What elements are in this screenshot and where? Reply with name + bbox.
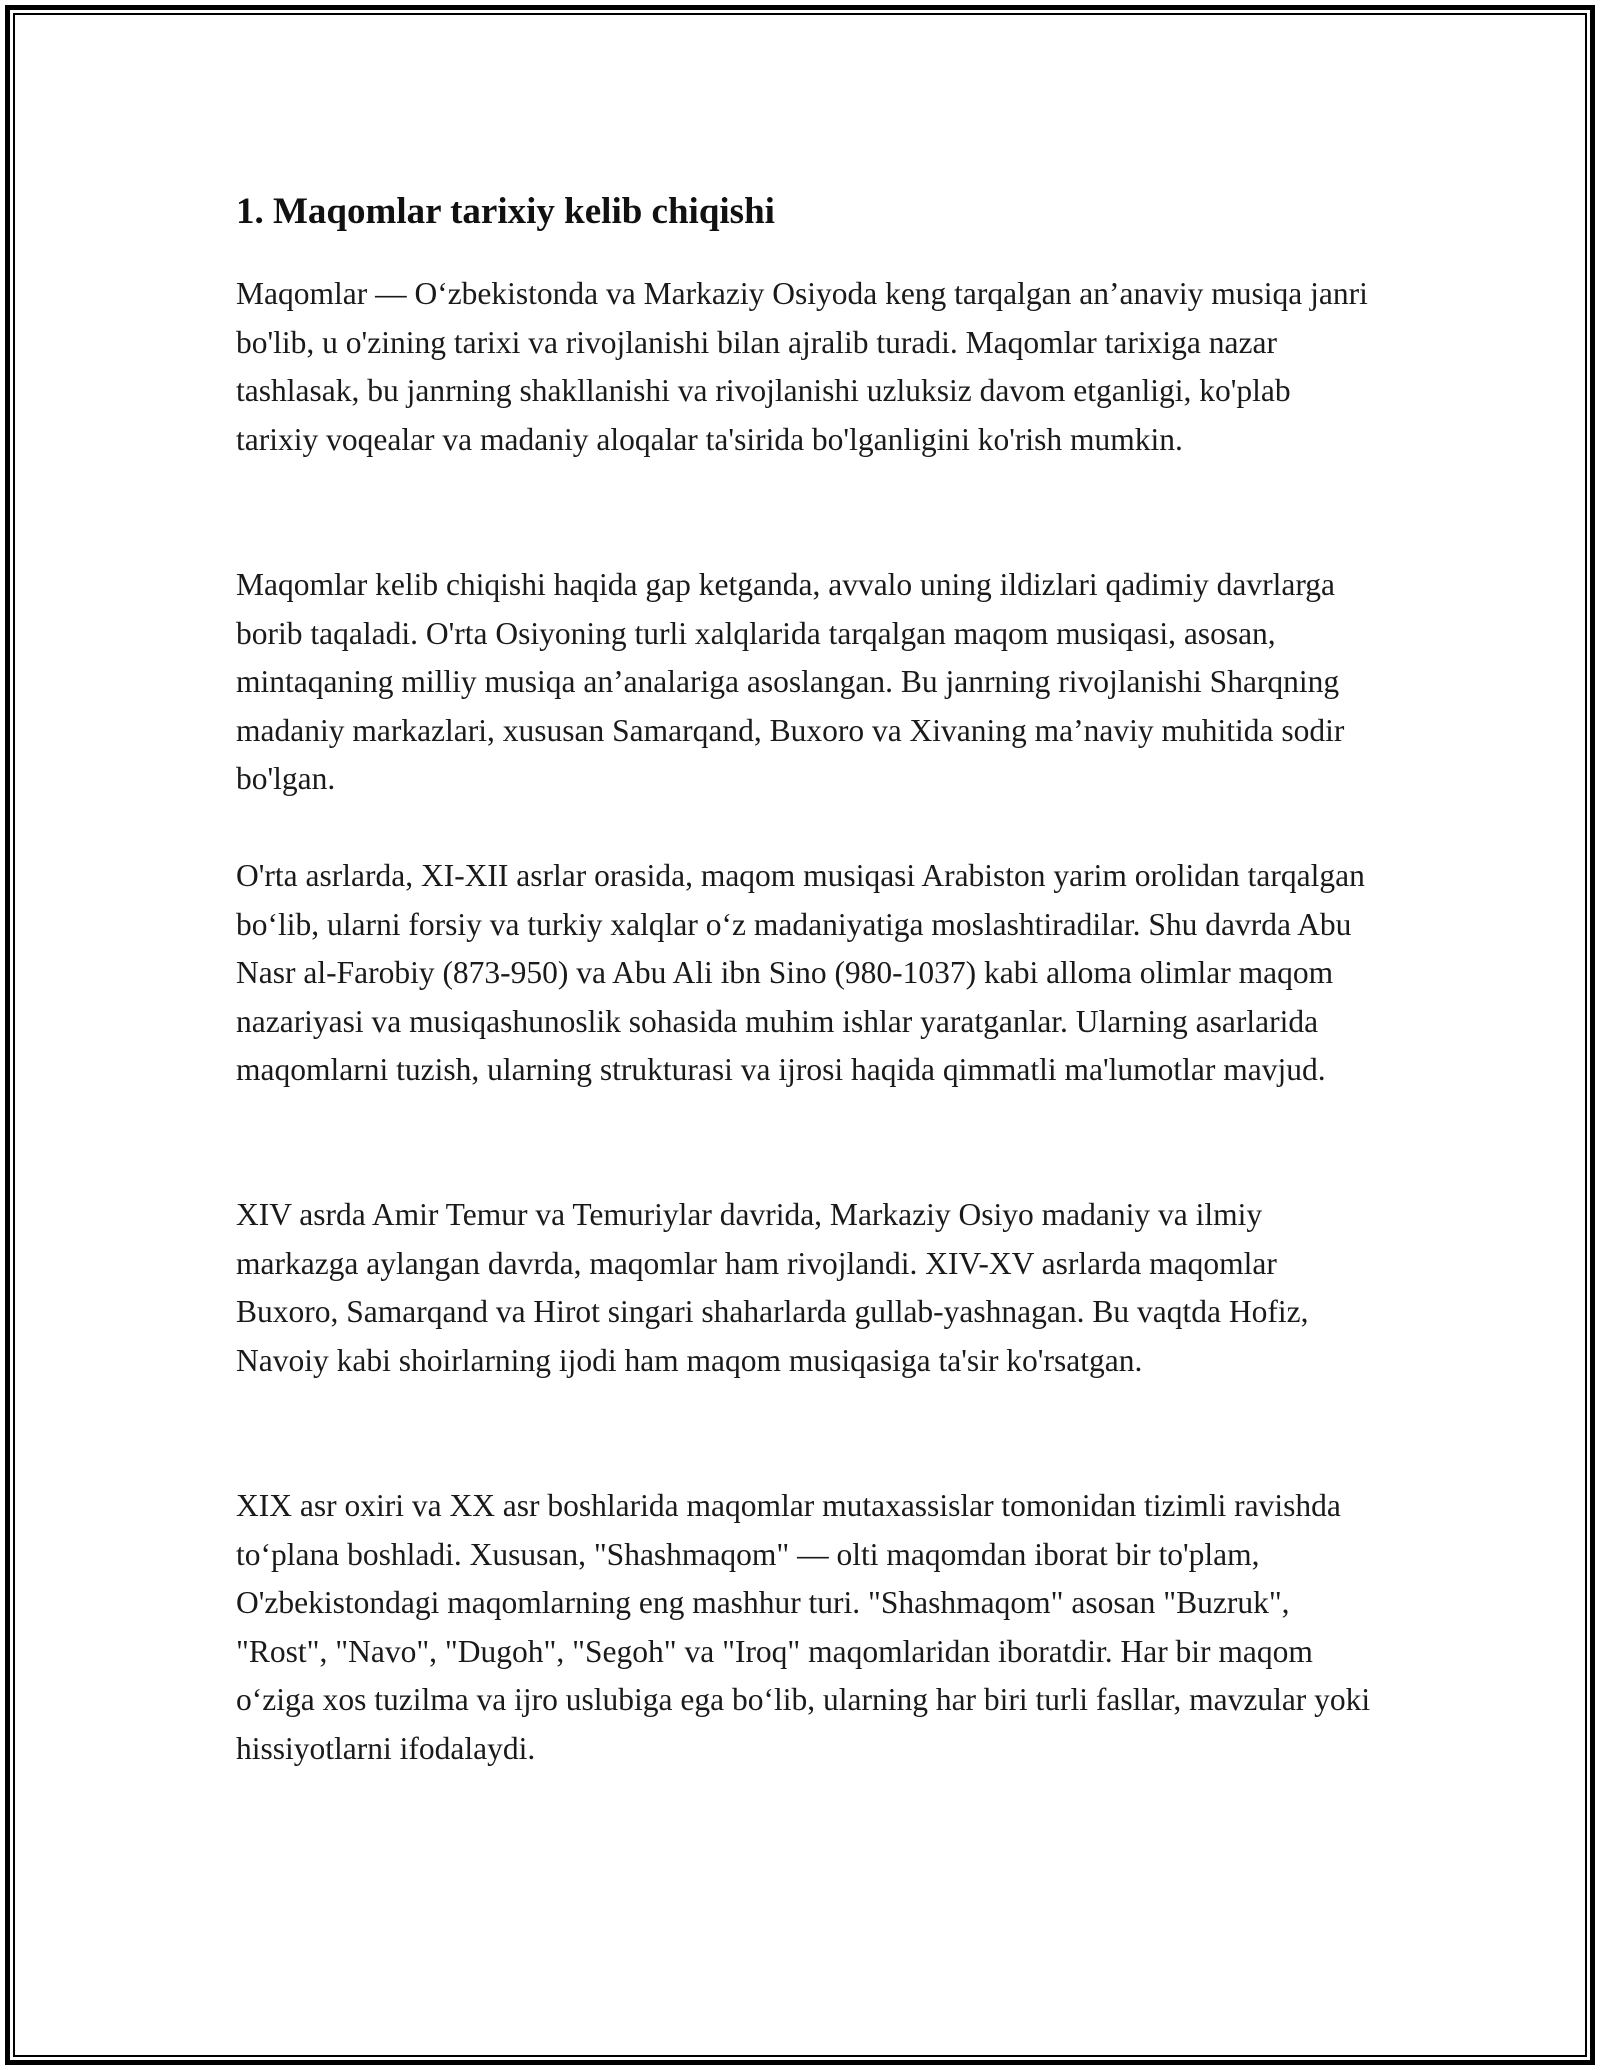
document-body — [236, 188, 1376, 1766]
section-heading: 1. Maqomlar tarixiy kelib chiqishi — [236, 191, 775, 232]
paragraph-3: O'rta asrlarda, XI-XII asrlar orasida, maqom musiqasi Arabiston yarim orolidan tarqalgan bo‘lib, ularni forsiy va turkiy xalqlar o‘z madaniyatiga moslashtiradilar. Shu davrda Abu Nasr al-Farobiy (873-950) va Abu Ali ibn Sino (980-1037) kabi alloma olimlar maqom nazariyasi va musiqashunoslik sohasida muhim ishlar yaratganlar. Ularning asarlarida maqomlarni tuzish, ularning strukturasi va ijrosi haqida qimmatli ma'lumotlar mavjud. — [236, 858, 1365, 1088]
paragraph-5: XIX asr oxiri va XX asr boshlarida maqomlar mutaxassislar tomonidan tizimli ravishda to‘plana boshladi. Xususan, "Shashmaqom" — olti maqomdan iborat bir to'plam, O'zbekistondagi maqomlarning eng mashhur turi. "Shashmaqom" asosan "Buzruk", "Rost", "Navo", "Dugoh", "Segoh" va "Iroq" maqomlaridan iboratdir. Har bir maqom o‘ziga xos tuzilma va ijro uslubiga ega bo‘lib, ularning har biri turli fasllar, mavzular yoki hissiyotlarni ifodalaydi. — [236, 1488, 1371, 1766]
paragraph-1: Maqomlar — O‘zbekistonda va Markaziy Osiyoda keng tarqalgan an’anaviy musiqa janri bo'lib, u o'zining tarixi va rivojlanishi bilan ajralib turadi. Maqomlar tarixiga nazar tashlasak, bu janrning shakllanishi va rivojlanishi uzluksiz davom etganligi, ko'plab tarixiy voqealar va madaniy aloqalar ta'sirida bo'lganligini ko'rish mumkin. — [236, 276, 1368, 457]
paragraph-4: XIV asrda Amir Temur va Temuriylar davrida, Markaziy Osiyo madaniy va ilmiy markazga aylangan davrda, maqomlar ham rivojlandi. XIV-XV asrlarda maqomlar Buxoro, Samarqand va Hirot singari shaharlarda gullab-yashnagan. Bu vaqtda Hofiz, Navoiy kabi shoirlarning ijodi ham maqom musiqasiga ta'sir ko'rsatgan. — [236, 1197, 1309, 1378]
paragraph-2: Maqomlar kelib chiqishi haqida gap ketganda, avvalo uning ildizlari qadimiy davrlarga borib taqaladi. O'rta Osiyoning turli xalqlarida tarqalgan maqom musiqasi, asosan, mintaqaning milliy musiqa an’analariga asoslangan. Bu janrning rivojlanishi Sharqning madaniy markazlari, xususan Samarqand, Buxoro va Xivaning ma’naviy muhitida sodir bo'lgan. — [236, 567, 1345, 797]
